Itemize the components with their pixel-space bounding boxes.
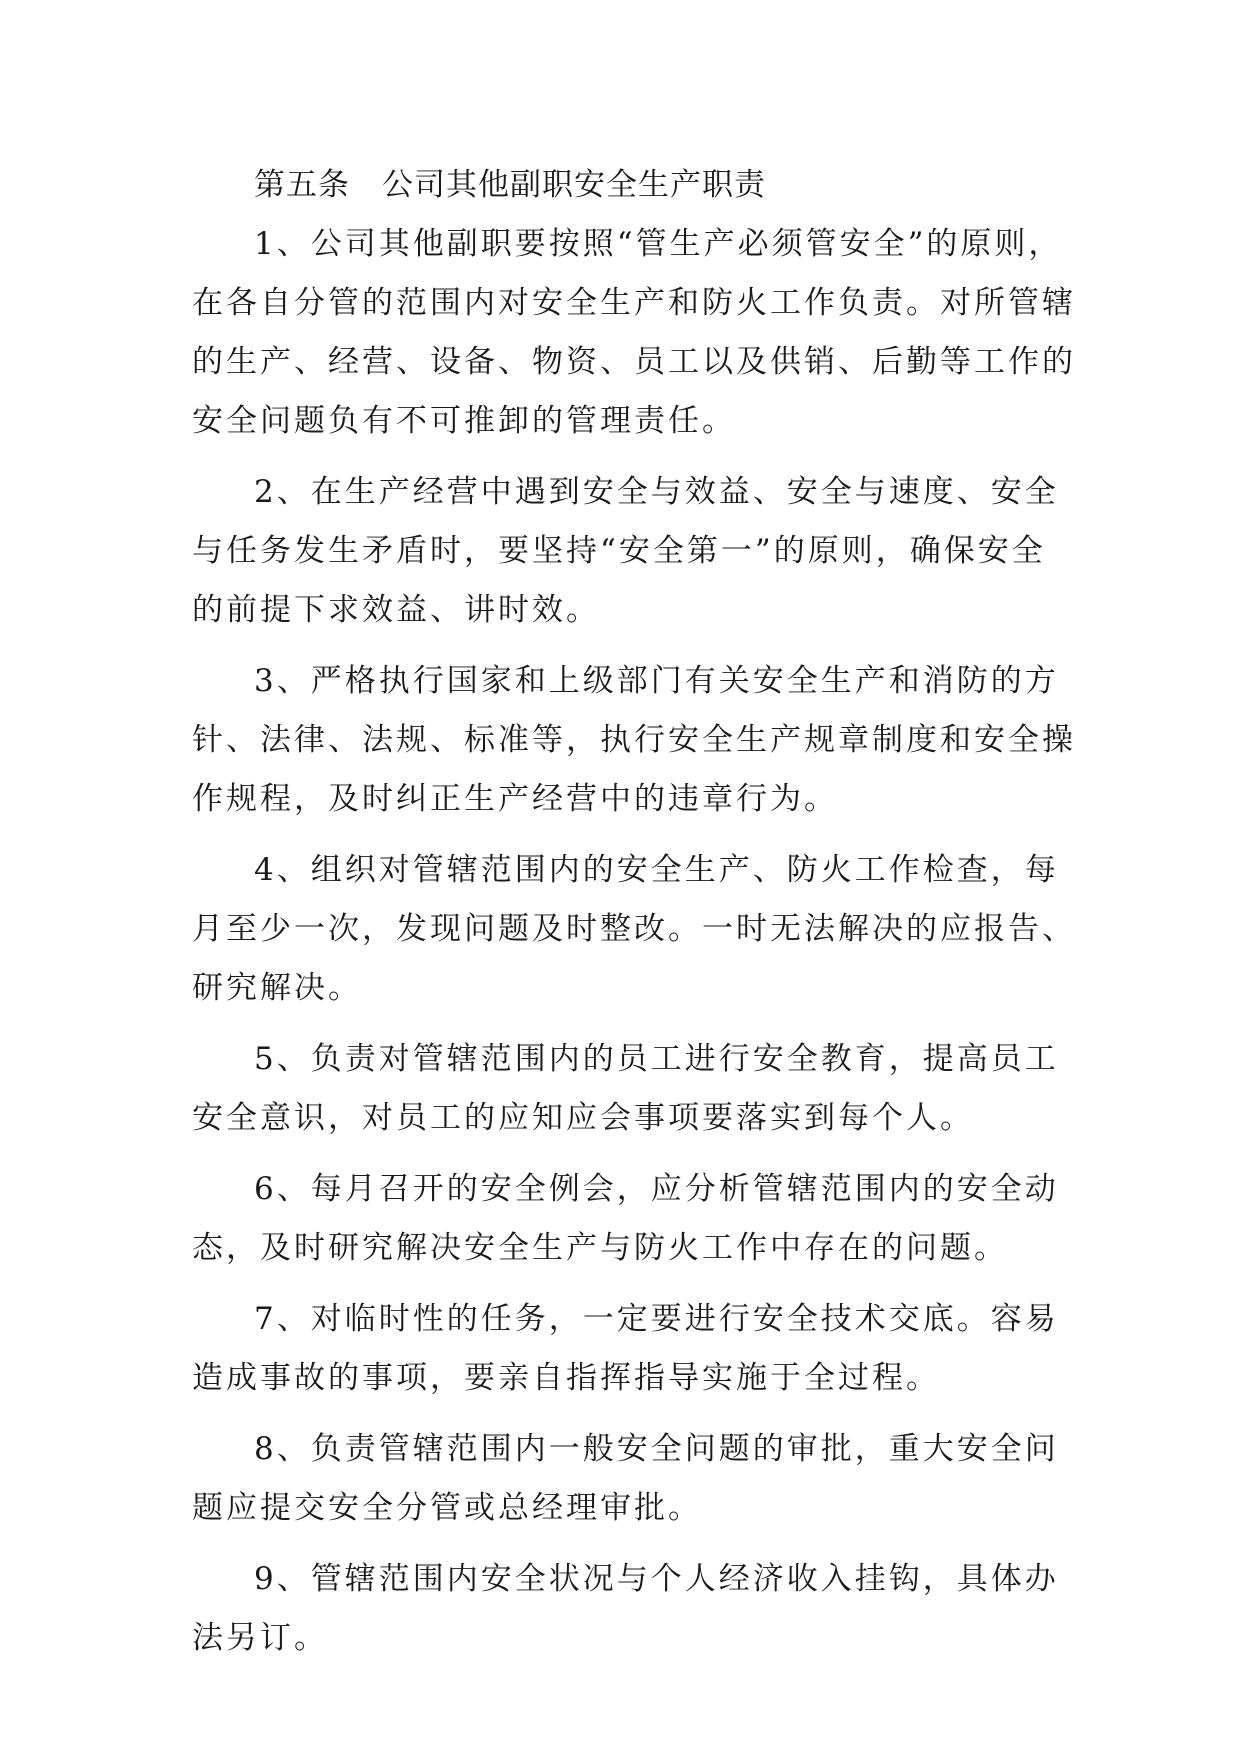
- paragraph-9: [192, 1550, 1059, 1668]
- paragraph-line: 法另订。: [192, 1620, 328, 1656]
- article-heading: 第五条 公司其他副职安全生产职责: [254, 167, 766, 203]
- paragraph-line: 6、每月召开的安全例会，应分析管辖范围内的安全动: [254, 1171, 1059, 1207]
- paragraph-line: 针、法律、法规、标准等，执行安全生产规章制度和安全操: [192, 722, 1076, 758]
- paragraph-5: [192, 1030, 1059, 1148]
- paragraph-line: 4、组织对管辖范围内的安全生产、防火工作检查，每: [254, 852, 1059, 888]
- paragraph-line: 月至少一次，发现问题及时整改。一时无法解决的应报告、: [192, 911, 1076, 947]
- paragraph-line: 2、在生产经营中遇到安全与效益、安全与速度、安全: [254, 474, 1059, 510]
- paragraph-line: 造成事故的事项，要亲自指挥指导实施于全过程。: [192, 1360, 940, 1396]
- paragraph-line: 题应提交安全分管或总经理审批。: [192, 1490, 702, 1526]
- paragraph-line: 1、公司其他副职要按照“管生产必须管安全”的原则，: [254, 226, 1063, 262]
- paragraph-line: 的前提下求效益、讲时效。: [192, 592, 600, 628]
- paragraph-line: 态，及时研究解决安全生产与防火工作中存在的问题。: [192, 1230, 1008, 1266]
- paragraph-line: 作规程，及时纠正生产经营中的违章行为。: [192, 781, 838, 817]
- paragraph-line: 5、负责对管辖范围内的员工进行安全教育，提高员工: [254, 1041, 1059, 1077]
- paragraph-line: 安全问题负有不可推卸的管理责任。: [192, 403, 736, 439]
- paragraph-4: [192, 841, 1076, 1018]
- paragraph-line: 与任务发生矛盾时，要坚持“安全第一”的原则，确保安全: [192, 533, 1046, 569]
- paragraph-line: 研究解决。: [192, 970, 362, 1006]
- paragraph-1: [192, 215, 1076, 451]
- paragraph-line: 8、负责管辖范围内一般安全问题的审批，重大安全问: [254, 1431, 1059, 1467]
- paragraph-line: 3、严格执行国家和上级部门有关安全生产和消防的方: [254, 663, 1059, 699]
- paragraph-8: [192, 1420, 1059, 1538]
- paragraph-line: 在各自分管的范围内对安全生产和防火工作负责。对所管辖: [192, 285, 1076, 321]
- paragraph-6: [192, 1160, 1059, 1278]
- paragraph-line: 的生产、经营、设备、物资、员工以及供销、后勤等工作的: [192, 344, 1076, 380]
- paragraph-7: [192, 1290, 1059, 1408]
- paragraph-3: [192, 652, 1076, 829]
- paragraph-line: 安全意识，对员工的应知应会事项要落实到每个人。: [192, 1100, 974, 1136]
- paragraph-line: 7、对临时性的任务，一定要进行安全技术交底。容易: [254, 1301, 1059, 1337]
- document-body: [192, 156, 1076, 1680]
- paragraph-2: [192, 463, 1059, 640]
- paragraph-line: 9、管辖范围内安全状况与个人经济收入挂钩，具体办: [254, 1561, 1059, 1597]
